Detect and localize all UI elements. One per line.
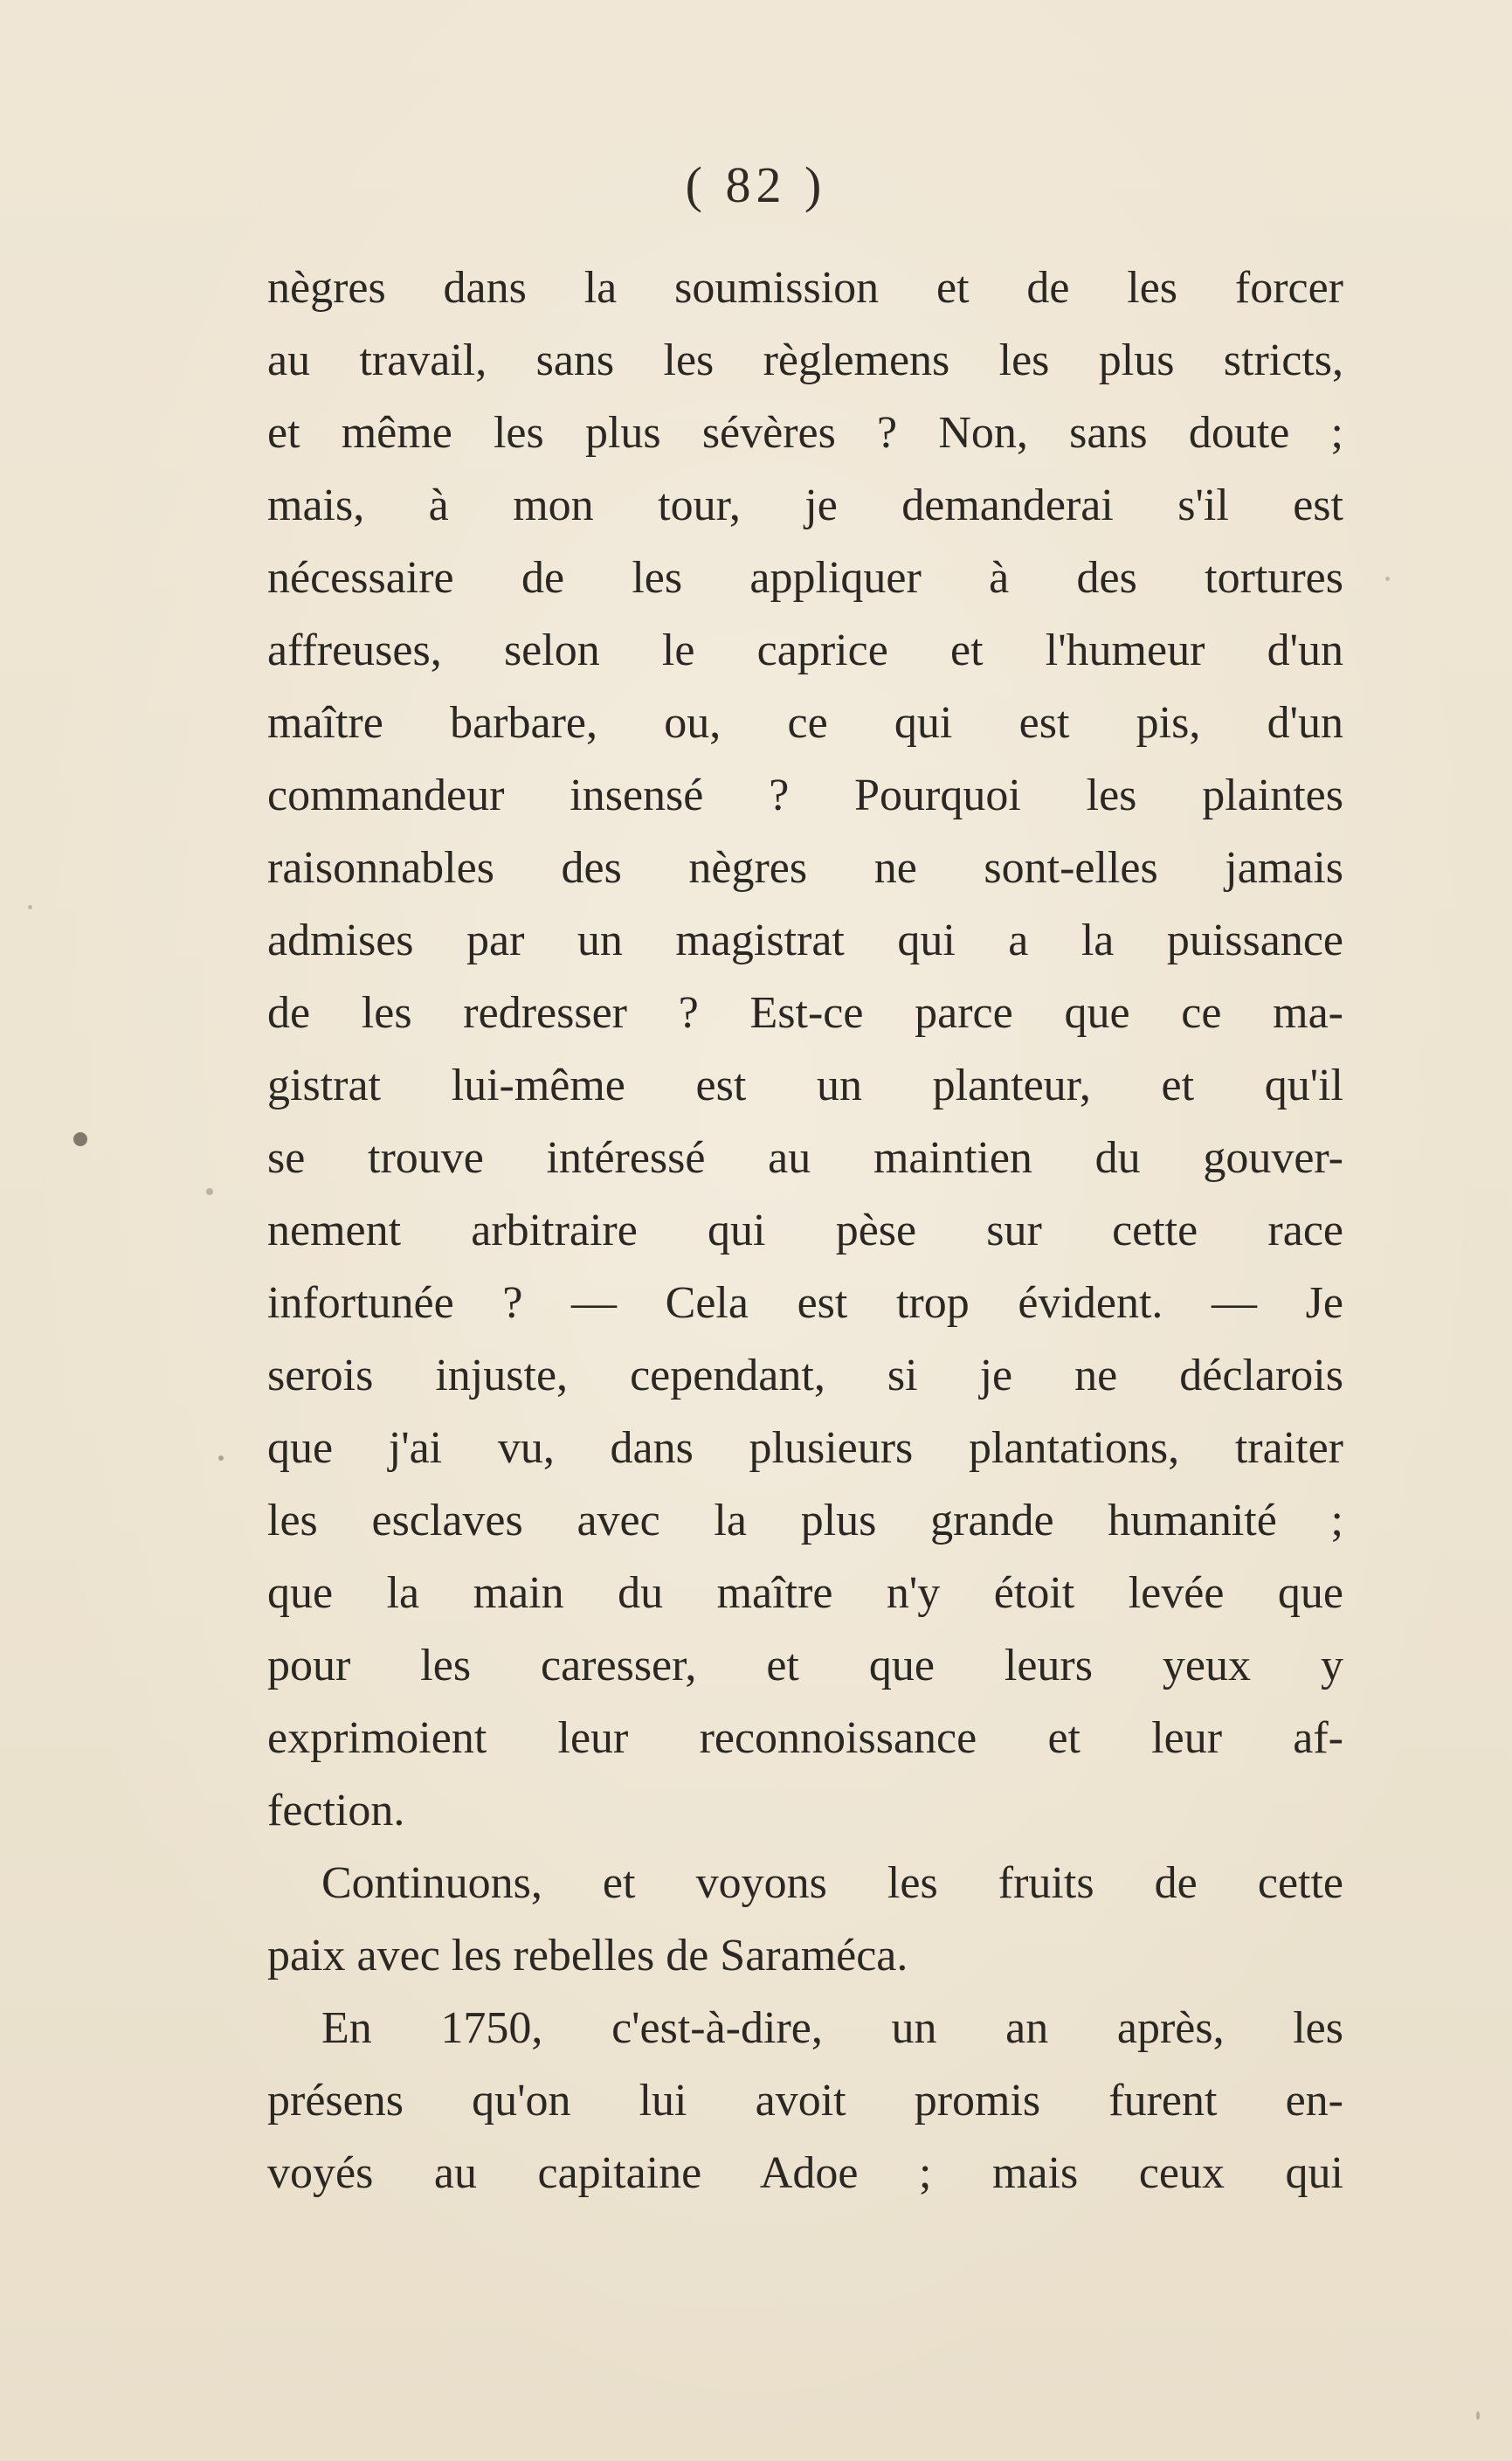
text-line: admises par un magistrat qui a la puissance bbox=[267, 916, 1343, 965]
text-line: nécessaire de les appliquer à des tortures bbox=[267, 553, 1343, 603]
text-line: nègres dans la soumission et de les forcer bbox=[267, 263, 1343, 313]
paper-speck bbox=[206, 1188, 213, 1195]
text-line: exprimoient leur reconnoissance et leur af- bbox=[267, 1713, 1343, 1763]
text-line: affreuses, selon le caprice et l'humeur d'un bbox=[267, 626, 1343, 675]
text-line: mais, à mon tour, je demanderai s'il est bbox=[267, 480, 1343, 530]
paper-speck bbox=[1476, 2411, 1480, 2420]
text-line: les esclaves avec la plus grande humanité ; bbox=[267, 1496, 1343, 1545]
text-line: raisonnables des nègres ne sont-elles jamais bbox=[267, 843, 1343, 893]
text-line: paix avec les rebelles de Saraméca. bbox=[267, 1931, 908, 1981]
text-line: voyés au capitaine Adoe ; mais ceux qui bbox=[267, 2148, 1343, 2198]
text-line: commandeur insensé ? Pourquoi les plaintes bbox=[267, 771, 1343, 820]
text-line: gistrat lui-même est un planteur, et qu'il bbox=[267, 1061, 1343, 1110]
paper-speck bbox=[218, 1455, 224, 1461]
text-line: maître barbare, ou, ce qui est pis, d'un bbox=[267, 698, 1343, 748]
paper-speck bbox=[1385, 577, 1390, 581]
text-line: pour les caresser, et que leurs yeux y bbox=[267, 1641, 1343, 1690]
text-line: infortunée ? — Cela est trop évident. — Je bbox=[267, 1278, 1343, 1328]
text-line: présens qu'on lui avoit promis furent en- bbox=[267, 2076, 1343, 2126]
text-line: que j'ai vu, dans plusieurs plantations, traiter bbox=[267, 1423, 1343, 1473]
text-line: se trouve intéressé au maintien du gouver- bbox=[267, 1133, 1343, 1183]
text-line: fection. bbox=[267, 1786, 405, 1835]
text-line: Continuons, et voyons les fruits de cette bbox=[321, 1858, 1343, 1908]
text-line: serois injuste, cependant, si je ne déclarois bbox=[267, 1351, 1343, 1400]
paper-speck bbox=[28, 905, 32, 909]
text-line: En 1750, c'est-à-dire, un an après, les bbox=[321, 2003, 1343, 2053]
text-line: et même les plus sévères ? Non, sans doute ; bbox=[267, 408, 1343, 458]
body-text bbox=[267, 252, 1343, 2209]
text-line: que la main du maître n'y étoit levée que bbox=[267, 1568, 1343, 1618]
text-line: au travail, sans les règlemens les plus stricts, bbox=[267, 335, 1343, 385]
paper-speck bbox=[73, 1132, 87, 1146]
text-line: nement arbitraire qui pèse sur cette race bbox=[267, 1206, 1343, 1255]
page-number: ( 82 ) bbox=[685, 156, 827, 213]
text-line: de les redresser ? Est-ce parce que ce ma- bbox=[267, 988, 1343, 1038]
